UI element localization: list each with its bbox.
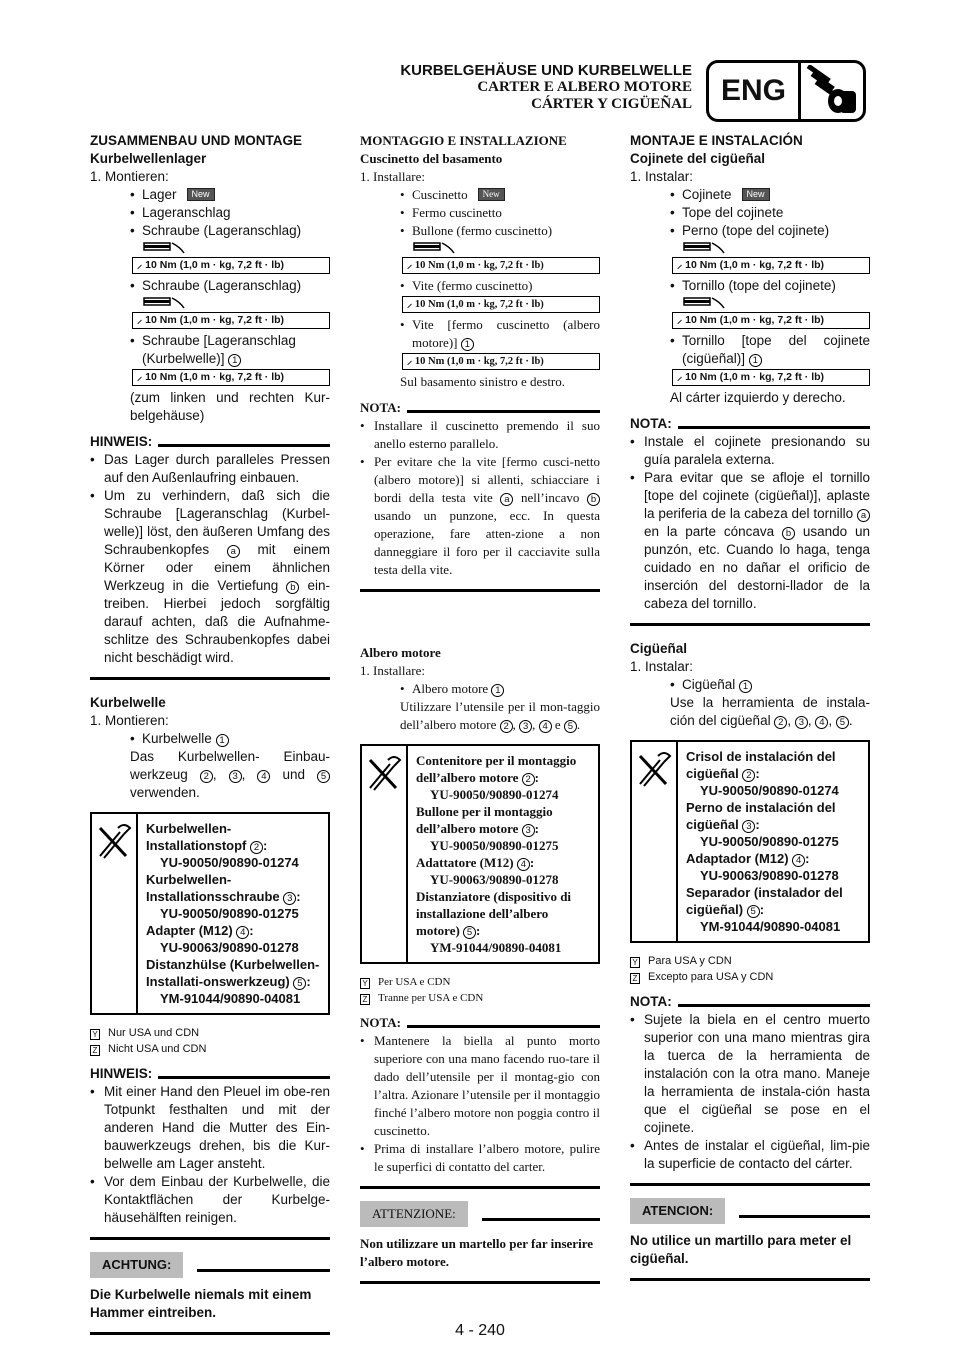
subheading: Cuscinetto del basamento (360, 151, 503, 166)
tools-icon (92, 814, 138, 1013)
wrench-icon: ⸝ (407, 260, 413, 271)
torque-spec: ⸝ 10 Nm (1,0 m · kg, 7,2 ft · lb) (132, 369, 330, 386)
lock-bolt-icon (142, 242, 330, 256)
lock-bolt-icon (682, 297, 870, 311)
region-note: Z Nicht USA und CDN (90, 1041, 330, 1057)
use-tool: Use la herramienta de instala-ción del cigüeñal 2 , 3 , 4 , 5 . (670, 695, 870, 728)
heading: MONTAJE E INSTALACIÓN (630, 133, 803, 148)
wrench-icon: ⸝ (407, 299, 413, 310)
title-it: CARTER E ALBERO MOTORE (477, 79, 692, 95)
torque-spec: ⸝ 10 Nm (1,0 m · kg, 7,2 ft · lb) (402, 257, 600, 274)
separator (360, 1186, 600, 1189)
item: • Lager New (90, 186, 330, 204)
item: • Tornillo [tope del cojinete (cigüeñal)] 1 (630, 332, 870, 368)
eng-badge (706, 60, 866, 122)
lock-bolt-icon (682, 242, 870, 256)
item: • Kurbelwelle 1 (90, 730, 330, 748)
column-spanish (630, 132, 870, 1291)
separator (360, 1281, 600, 1284)
section-titles (400, 62, 692, 113)
item: • Vite [fermo cuscinetto (albero motore)] 1 (360, 316, 600, 352)
separator (630, 1278, 870, 1281)
item: • Tope del cojinete (630, 204, 870, 222)
note: • Antes de instalar el cigüeñal, lim-pie la superficie de contacto del cárter. (630, 1137, 870, 1173)
warning-text: Die Kurbelwelle niemals mit einem Hammer eintreiben. (90, 1287, 312, 1320)
title-de: KURBELGEHÄUSE UND KURBELWELLE (400, 62, 692, 79)
tools-list: Contenitore per il montaggio dell’albero motore 2 : YU-90050/90890-01274 Bullone per il montaggio dell’albero motore 3 : YU-90050/90890-01275 Adattatore (M12) 4 : YU-90063/90890-01278 Distanziatore (dispositivo di installazione dell’albero motore) 5 : YM-91044/90890-04081 (416, 753, 577, 955)
step: 1. Installare: (360, 663, 425, 678)
eng-label: ENG (709, 63, 801, 119)
tools-list: Kurbelwellen-Installationstopf 2 : YU-90050/90890-01274 Kurbelwellen-Installationsschraube 3 : YU-90050/90890-01275 Adapter (M12) 4 : YU-90063/90890-01278 Distanzhülse (Kurbelwellen-Installati-onswerkzeug) 5 : YM-91044/90890-04081 (146, 821, 320, 1006)
region-note: Y Para USA y CDN (630, 953, 870, 969)
special-tools-box (360, 744, 600, 964)
new-tag: New (742, 188, 770, 201)
lock-bolt-icon (412, 242, 600, 256)
ref-number: 1 (228, 354, 241, 367)
title-es: CÁRTER Y CIGÜEÑAL (531, 96, 692, 112)
subheading: Kurbelwelle (90, 695, 166, 710)
note: • Mit einer Hand den Pleuel im obe-ren Totpunkt festhalten und mit der anderen Hand die Mutter des Ein-bauwerkzeugs drehen, bis die Kur-belwelle am Lager ansteht. (90, 1083, 330, 1173)
torque-spec: ⸝ 10 Nm (1,0 m · kg, 7,2 ft · lb) (132, 312, 330, 329)
region-note: Y Nur USA und CDN (90, 1025, 330, 1041)
item: • Bullone (fermo cuscinetto) (360, 222, 600, 240)
subheading: Cojinete del cigüeñal (630, 151, 766, 166)
torque-spec: ⸝ 10 Nm (1,0 m · kg, 7,2 ft · lb) (672, 369, 870, 386)
heading: ZUSAMMENBAU UND MONTAGE (90, 133, 302, 148)
separator (90, 1237, 330, 1240)
nota-heading: NOTA: (360, 399, 600, 417)
hinweis-heading: HINWEIS: (90, 433, 330, 451)
note-sides: Al cárter izquierdo y derecho. (670, 390, 846, 405)
lock-bolt-icon (142, 297, 330, 311)
nota-heading: NOTA: (630, 415, 870, 433)
item: • Cojinete New (630, 186, 870, 204)
atencion-heading: ATENCION: (630, 1198, 870, 1224)
torque-spec: ⸝ 10 Nm (1,0 m · kg, 7,2 ft · lb) (132, 257, 330, 274)
item: • Schraube (Lageranschlag) (90, 277, 330, 295)
nota-heading: NOTA: (630, 993, 870, 1011)
tools-icon (632, 742, 678, 941)
separator (360, 589, 600, 592)
subheading: Cigüeñal (630, 641, 688, 656)
note: • Sujete la biela en el centro muerto superior con una mano mientras gira la tuerca de la herramienta de instalación con la otra mano. Maneje la herramienta de instala-ción hasta que el cigüeñal se pose en el cojinete. (630, 1011, 870, 1137)
nota-heading: NOTA: (360, 1014, 600, 1032)
note: • Das Lager durch paralleles Pressen auf den Außenlaufring einbauen. (90, 451, 330, 487)
torque-spec: ⸝ 10 Nm (1,0 m · kg, 7,2 ft · lb) (672, 257, 870, 274)
item: • Schraube [Lageranschlag (Kurbelwelle)] 1 (90, 332, 330, 368)
column-german (90, 132, 330, 1345)
note-sides: (zum linken und rechten Kur-belgehäuse) (130, 390, 330, 423)
wrench-icon: ⸝ (677, 314, 683, 326)
note: • Vor dem Einbau der Kurbelwelle, die Kontaktflächen der Kurbelge-häusehälften reinigen. (90, 1173, 330, 1227)
note: • Installare il cuscinetto premendo il suo anello esterno parallelo. (360, 417, 600, 453)
wrench-icon: ⸝ (137, 259, 143, 271)
wrench-icon: ⸝ (137, 314, 143, 326)
note: • Prima di installare l’albero motore, pulire le superfici di contatto del carter. (360, 1140, 600, 1176)
item: • Tornillo (tope del cojinete) (630, 277, 870, 295)
wrench-icon: ⸝ (137, 371, 143, 383)
step: 1. Installare: (360, 169, 425, 184)
step: 1. Instalar: (630, 169, 694, 184)
use-tool: Utilizzare l’utensile per il mon-taggio dell’albero motore 2 , 3 , 4 e 5 . (400, 699, 600, 732)
region-note: Z Tranne per USA e CDN (360, 990, 600, 1006)
note-sides: Sul basamento sinistro e destro. (400, 374, 566, 389)
new-tag: New (478, 188, 505, 201)
special-tools-box (630, 740, 870, 943)
torque-spec: ⸝ 10 Nm (1,0 m · kg, 7,2 ft · lb) (402, 296, 600, 313)
step: 1. Montieren: (90, 169, 169, 184)
item: • Schraube (Lageranschlag) (90, 222, 330, 240)
wrench-icon: ⸝ (407, 356, 413, 367)
step: 1. Montieren: (90, 713, 169, 728)
wrench-icon: ⸝ (677, 371, 683, 383)
separator (630, 1183, 870, 1186)
item: • Albero motore 1 (360, 680, 600, 698)
torque-spec: ⸝ 10 Nm (1,0 m · kg, 7,2 ft · lb) (672, 312, 870, 329)
item: • Lageranschlag (90, 204, 330, 222)
warning-text: Non utilizzare un martello per far inserire l’albero motore. (360, 1236, 593, 1269)
item: • Fermo cuscinetto (360, 204, 600, 222)
achtung-heading: ACHTUNG: (90, 1252, 330, 1278)
attenzione-heading: ATTENZIONE: (360, 1201, 600, 1227)
tools-icon (362, 746, 408, 962)
subheading: Albero motore (360, 645, 441, 660)
note: • Para evitar que se afloje el tornillo [tope del cojinete (cigüeñal)], aplaste la periferia de la cabeza del tornillo a en la parte cóncava b usando un punzón, etc. Cuando lo haga, tenga cuidado en no dañar el orificio de inserción del destorni-llador de la cabeza del tornillo. (630, 469, 870, 613)
note: • Mantenere la biella al punto morto superiore con una mano facendo ruo-tare il dado dell’utensile per il montag-gio con l’altra. Azionare l’utensile per il montaggio finché l’albero motore non poggia contro il cuscinetto. (360, 1032, 600, 1140)
note: • Per evitare che la vite [fermo cusci-netto (albero motore)] si allenti, schiacciare i bordi della testa vite a nell’incavo b usando un punzone, ecc. In questa operazione, fare atten-zione a non danneggiare il foro per il cacciavite sulla testa della vite. (360, 453, 600, 579)
separator (630, 623, 870, 626)
torque-spec: ⸝ 10 Nm (1,0 m · kg, 7,2 ft · lb) (402, 353, 600, 370)
warning-text: No utilice un martillo para meter el cigüeñal. (630, 1233, 852, 1266)
item: • Cigüeñal 1 (630, 676, 870, 694)
item: • Cuscinetto New (360, 186, 600, 204)
note: • Um zu verhindern, daß sich die Schraube [Lageranschlag (Kurbel-welle)] löst, den äußeren Umfang des Schraubenkopfes a mit einem Körner oder einem ähnlichen Werkzeug in die Vertiefung b ein-treiben. Hierbei jedoch sorgfältig darauf achten, daß die Aufnahme-schlitze des Schraubenkopfes dabei nicht beschädigt wird. (90, 487, 330, 667)
wrench-icon: ⸝ (677, 259, 683, 271)
separator (90, 677, 330, 680)
region-note: Y Per USA e CDN (360, 974, 600, 990)
column-italian (360, 132, 600, 1294)
hinweis-heading: HINWEIS: (90, 1065, 330, 1083)
step: 1. Instalar: (630, 659, 694, 674)
item: • Perno (tope del cojinete) (630, 222, 870, 240)
new-tag: New (187, 188, 215, 201)
heading: MONTAGGIO E INSTALLAZIONE (360, 133, 567, 148)
note: • Instale el cojinete presionando su guía paralela externa. (630, 433, 870, 469)
engine-icon (801, 63, 863, 119)
use-tool: Das Kurbelwellen- Einbau-werkzeug 2 , 3 , 4 und 5 verwenden. (130, 749, 330, 800)
tools-list: Crisol de instalación del cigüeñal 2 : YU-90050/90890-01274 Perno de instalación del cigüeñal 3 : YU-90050/90890-01275 Adaptador (M12) 4 : YU-90063/90890-01278 Separador (instalador del cigüeñal) 5 : YM-91044/90890-04081 (686, 749, 843, 934)
item: • Vite (fermo cuscinetto) (360, 277, 600, 295)
page-number: 4 - 240 (455, 1322, 505, 1339)
special-tools-box (90, 812, 330, 1015)
subheading: Kurbelwellenlager (90, 151, 207, 166)
region-note: Z Excepto para USA y CDN (630, 969, 870, 985)
